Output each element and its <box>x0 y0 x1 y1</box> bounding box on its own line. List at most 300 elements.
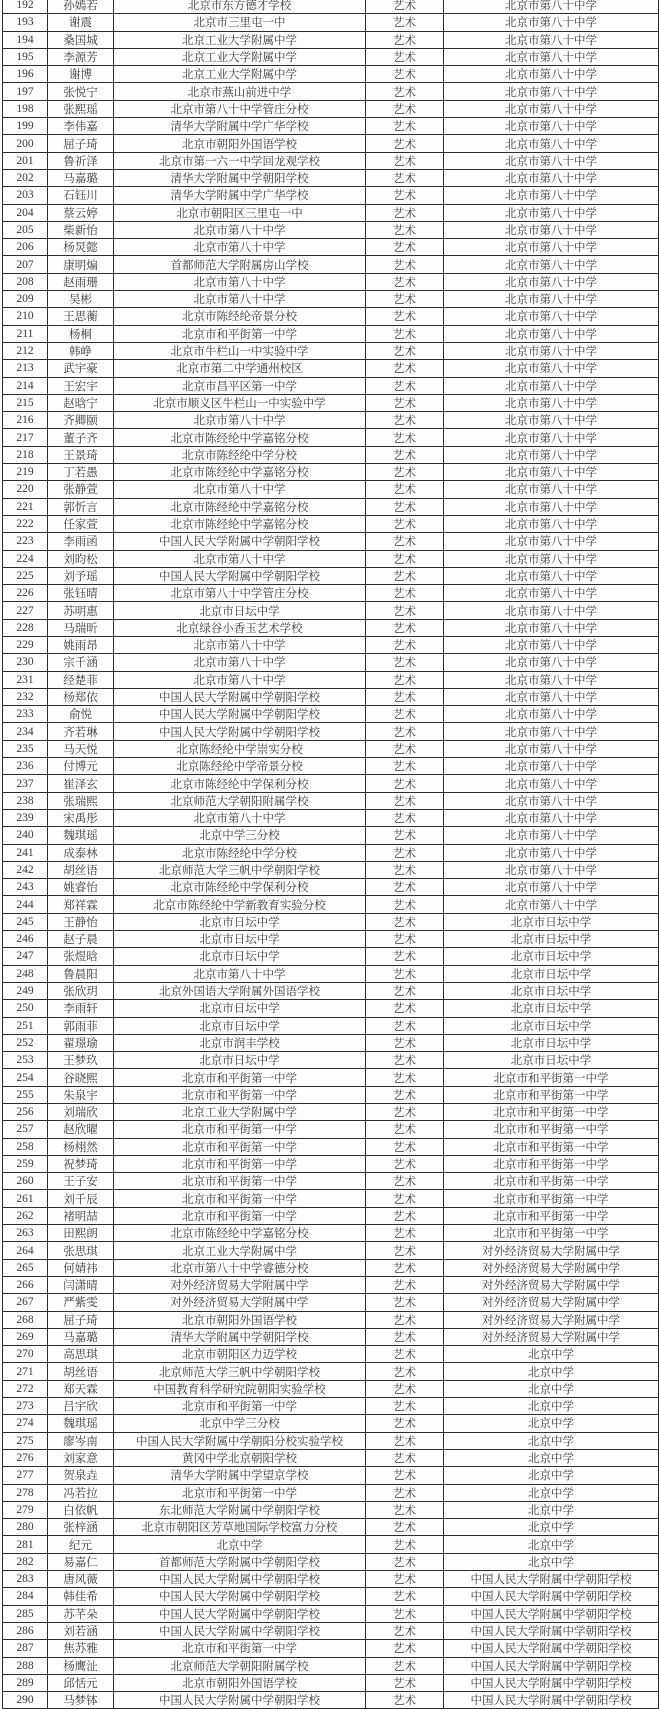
cell-origin-school: 北京市和平街第一中学 <box>114 1173 366 1190</box>
cell-origin-school: 北京市和平街第一中学 <box>114 1190 366 1207</box>
cell-origin-school: 北京市三里屯一中 <box>114 14 366 31</box>
cell-origin-school: 北京市第八十中学管庄分校 <box>114 585 366 602</box>
table-row <box>3 1571 659 1588</box>
cell-row-number: 289 <box>3 1674 48 1691</box>
cell-admitted-school: 北京市第八十中学 <box>444 360 659 377</box>
cell-admitted-school: 北京市日坛中学 <box>444 982 659 999</box>
table-row <box>3 809 659 826</box>
cell-row-number: 244 <box>3 896 48 913</box>
table-row <box>3 1034 659 1051</box>
cell-student-name: 王景琦 <box>48 446 114 463</box>
cell-category: 艺术 <box>366 135 444 152</box>
table-row <box>3 550 659 567</box>
cell-row-number: 242 <box>3 861 48 878</box>
cell-student-name: 翟璟瑜 <box>48 1034 114 1051</box>
cell-row-number: 224 <box>3 550 48 567</box>
cell-origin-school: 北京市和平街第一中学 <box>114 1155 366 1172</box>
cell-category: 艺术 <box>366 1207 444 1224</box>
cell-origin-school: 中国人民大学附属中学朝阳学校 <box>114 533 366 550</box>
cell-row-number: 199 <box>3 118 48 135</box>
cell-origin-school: 北京市和平街第一中学 <box>114 325 366 342</box>
cell-origin-school: 北京市朝阳区三里屯一中 <box>114 204 366 221</box>
cell-category: 艺术 <box>366 377 444 394</box>
cell-category: 艺术 <box>366 1328 444 1345</box>
cell-student-name: 刘昀松 <box>48 550 114 567</box>
cell-origin-school: 北京市陈经纶中学分校 <box>114 446 366 463</box>
table-row <box>3 412 659 429</box>
cell-row-number: 240 <box>3 827 48 844</box>
cell-admitted-school: 北京中学 <box>444 1553 659 1570</box>
cell-origin-school: 北京外国语大学附属外国语学校 <box>114 982 366 999</box>
cell-student-name: 郭雨菲 <box>48 1017 114 1034</box>
cell-category: 艺术 <box>366 291 444 308</box>
cell-admitted-school: 中国人民大学附属中学朝阳学校 <box>444 1692 659 1709</box>
cell-row-number: 269 <box>3 1328 48 1345</box>
cell-row-number: 209 <box>3 291 48 308</box>
cell-student-name: 马梦钵 <box>48 1692 114 1709</box>
cell-category: 艺术 <box>366 1259 444 1276</box>
table-row <box>3 1640 659 1657</box>
cell-admitted-school: 北京市和平街第一中学 <box>444 1173 659 1190</box>
cell-category: 艺术 <box>366 1225 444 1242</box>
table-row <box>3 1519 659 1536</box>
cell-origin-school: 中国人民大学附属中学朝阳分校实验学校 <box>114 1432 366 1449</box>
cell-row-number: 196 <box>3 66 48 83</box>
cell-row-number: 226 <box>3 585 48 602</box>
table-row <box>3 1346 659 1363</box>
cell-row-number: 225 <box>3 567 48 584</box>
table-row <box>3 1363 659 1380</box>
cell-origin-school: 北京中学三分校 <box>114 827 366 844</box>
cell-origin-school: 北京市朝阳外国语学校 <box>114 135 366 152</box>
table-row <box>3 1553 659 1570</box>
cell-row-number: 215 <box>3 394 48 411</box>
table-row <box>3 464 659 481</box>
cell-row-number: 205 <box>3 221 48 238</box>
cell-student-name: 张钰晴 <box>48 585 114 602</box>
cell-origin-school: 北京市陈经纶中学保利分校 <box>114 879 366 896</box>
cell-student-name: 纪元 <box>48 1536 114 1553</box>
cell-admitted-school: 北京市和平街第一中学 <box>444 1069 659 1086</box>
cell-origin-school: 北京市日坛中学 <box>114 948 366 965</box>
cell-admitted-school: 北京市第八十中学 <box>444 100 659 117</box>
cell-admitted-school: 北京市第八十中学 <box>444 498 659 515</box>
cell-origin-school: 中国人民大学附属中学朝阳学校 <box>114 567 366 584</box>
table-row <box>3 1449 659 1466</box>
cell-student-name: 齐卿颐 <box>48 412 114 429</box>
cell-category: 艺术 <box>366 83 444 100</box>
table-row <box>3 0 659 14</box>
cell-origin-school: 北京市和平街第一中学 <box>114 1086 366 1103</box>
cell-row-number: 192 <box>3 0 48 14</box>
cell-origin-school: 北京市朝阳外国语学校 <box>114 1311 366 1328</box>
cell-origin-school: 北京市润丰学校 <box>114 1034 366 1051</box>
cell-admitted-school: 中国人民大学附属中学朝阳学校 <box>444 1657 659 1674</box>
cell-admitted-school: 北京市第八十中学 <box>444 567 659 584</box>
table-row <box>3 291 659 308</box>
cell-row-number: 281 <box>3 1536 48 1553</box>
cell-row-number: 232 <box>3 688 48 705</box>
cell-student-name: 康明煸 <box>48 256 114 273</box>
cell-origin-school: 北京师范大学朝阳附属学校 <box>114 792 366 809</box>
cell-student-name: 易嘉仁 <box>48 1553 114 1570</box>
cell-category: 艺术 <box>366 1553 444 1570</box>
cell-admitted-school: 北京市第八十中学 <box>444 740 659 757</box>
cell-admitted-school: 北京中学 <box>444 1484 659 1501</box>
cell-student-name: 马嘉璐 <box>48 1328 114 1345</box>
cell-row-number: 247 <box>3 948 48 965</box>
cell-admitted-school: 北京市第八十中学 <box>444 758 659 775</box>
cell-category: 艺术 <box>366 412 444 429</box>
cell-category: 艺术 <box>366 0 444 14</box>
cell-row-number: 198 <box>3 100 48 117</box>
cell-admitted-school: 北京中学 <box>444 1380 659 1397</box>
cell-admitted-school: 北京市日坛中学 <box>444 1017 659 1034</box>
cell-row-number: 214 <box>3 377 48 394</box>
cell-origin-school: 北京市陈经纶中学嘉铭分校 <box>114 498 366 515</box>
cell-row-number: 265 <box>3 1259 48 1276</box>
cell-student-name: 郑天霖 <box>48 1380 114 1397</box>
cell-origin-school: 北京市第八十中学 <box>114 965 366 982</box>
table-row <box>3 515 659 532</box>
cell-category: 艺术 <box>366 1138 444 1155</box>
cell-category: 艺术 <box>366 1571 444 1588</box>
cell-origin-school: 北京市陈经纶中学新教育实验分校 <box>114 896 366 913</box>
table-row <box>3 429 659 446</box>
cell-origin-school: 北京师范大学三帆中学朝阳学校 <box>114 861 366 878</box>
table-row <box>3 187 659 204</box>
cell-row-number: 207 <box>3 256 48 273</box>
cell-origin-school: 北京市第八十中学管庄分校 <box>114 100 366 117</box>
table-row <box>3 239 659 256</box>
cell-category: 艺术 <box>366 256 444 273</box>
cell-category: 艺术 <box>366 1449 444 1466</box>
table-row <box>3 221 659 238</box>
cell-category: 艺术 <box>366 1588 444 1605</box>
table-row <box>3 118 659 135</box>
cell-student-name: 田熙朗 <box>48 1225 114 1242</box>
table-row <box>3 1328 659 1345</box>
cell-row-number: 228 <box>3 619 48 636</box>
cell-admitted-school: 北京市第八十中学 <box>444 377 659 394</box>
cell-row-number: 202 <box>3 169 48 186</box>
table-row <box>3 1052 659 1069</box>
cell-student-name: 齐若琳 <box>48 723 114 740</box>
cell-admitted-school: 北京市第八十中学 <box>444 602 659 619</box>
cell-origin-school: 北京市陈经纶中学嘉铭分校 <box>114 464 366 481</box>
cell-origin-school: 北京中学三分校 <box>114 1415 366 1432</box>
cell-student-name: 郑祥霖 <box>48 896 114 913</box>
cell-category: 艺术 <box>366 325 444 342</box>
table-row <box>3 1276 659 1293</box>
cell-student-name: 张欣玥 <box>48 982 114 999</box>
cell-admitted-school: 北京中学 <box>444 1467 659 1484</box>
cell-row-number: 285 <box>3 1605 48 1622</box>
cell-row-number: 231 <box>3 671 48 688</box>
cell-row-number: 286 <box>3 1622 48 1639</box>
table-row <box>3 1173 659 1190</box>
cell-category: 艺术 <box>366 1363 444 1380</box>
cell-row-number: 255 <box>3 1086 48 1103</box>
cell-student-name: 吕宇欣 <box>48 1398 114 1415</box>
cell-category: 艺术 <box>366 809 444 826</box>
table-row <box>3 1207 659 1224</box>
cell-row-number: 218 <box>3 446 48 463</box>
cell-category: 艺术 <box>366 481 444 498</box>
cell-origin-school: 北京工业大学附属中学 <box>114 1104 366 1121</box>
cell-admitted-school: 北京市第八十中学 <box>444 118 659 135</box>
cell-admitted-school: 北京市第八十中学 <box>444 412 659 429</box>
cell-row-number: 210 <box>3 308 48 325</box>
cell-category: 艺术 <box>366 1519 444 1536</box>
cell-admitted-school: 北京市第八十中学 <box>444 169 659 186</box>
table-row <box>3 1086 659 1103</box>
cell-row-number: 274 <box>3 1415 48 1432</box>
table-row <box>3 585 659 602</box>
cell-origin-school: 中国人民大学附属中学朝阳学校 <box>114 1692 366 1709</box>
cell-origin-school: 中国人民大学附属中学朝阳学校 <box>114 1622 366 1639</box>
cell-admitted-school: 北京市第八十中学 <box>444 135 659 152</box>
cell-category: 艺术 <box>366 515 444 532</box>
cell-admitted-school: 北京市第八十中学 <box>444 706 659 723</box>
cell-student-name: 张熙瑶 <box>48 100 114 117</box>
cell-category: 艺术 <box>366 14 444 31</box>
cell-category: 艺术 <box>366 1346 444 1363</box>
cell-student-name: 任家萱 <box>48 515 114 532</box>
cell-origin-school: 北京市第八十中学 <box>114 273 366 290</box>
cell-category: 艺术 <box>366 1605 444 1622</box>
cell-admitted-school: 北京市第八十中学 <box>444 239 659 256</box>
cell-origin-school: 北京师范大学朝阳附属学校 <box>114 1657 366 1674</box>
cell-category: 艺术 <box>366 861 444 878</box>
cell-row-number: 245 <box>3 913 48 930</box>
cell-origin-school: 中国人民大学附属中学朝阳学校 <box>114 1588 366 1605</box>
cell-admitted-school: 北京市第八十中学 <box>444 446 659 463</box>
table-row <box>3 1190 659 1207</box>
cell-row-number: 280 <box>3 1519 48 1536</box>
cell-student-name: 屈子琦 <box>48 135 114 152</box>
cell-category: 艺术 <box>366 152 444 169</box>
cell-origin-school: 北京绿谷小香玉艺术学校 <box>114 619 366 636</box>
cell-row-number: 287 <box>3 1640 48 1657</box>
cell-category: 艺术 <box>366 896 444 913</box>
cell-category: 艺术 <box>366 931 444 948</box>
table-row <box>3 1069 659 1086</box>
cell-student-name: 王子安 <box>48 1173 114 1190</box>
table-row <box>3 723 659 740</box>
cell-row-number: 213 <box>3 360 48 377</box>
cell-origin-school: 北京市日坛中学 <box>114 931 366 948</box>
cell-origin-school: 北京市第八十中学 <box>114 481 366 498</box>
cell-student-name: 魏琪瑶 <box>48 827 114 844</box>
cell-student-name: 石钰川 <box>48 187 114 204</box>
cell-category: 艺术 <box>366 1415 444 1432</box>
table-row <box>3 1138 659 1155</box>
cell-origin-school: 北京市日坛中学 <box>114 602 366 619</box>
cell-admitted-school: 北京中学 <box>444 1398 659 1415</box>
table-row <box>3 948 659 965</box>
table-row <box>3 965 659 982</box>
cell-category: 艺术 <box>366 982 444 999</box>
cell-student-name: 柴新怡 <box>48 221 114 238</box>
cell-category: 艺术 <box>366 775 444 792</box>
cell-student-name: 冯若拉 <box>48 1484 114 1501</box>
cell-student-name: 王思蘅 <box>48 308 114 325</box>
cell-admitted-school: 北京市第八十中学 <box>444 688 659 705</box>
cell-category: 艺术 <box>366 671 444 688</box>
cell-row-number: 290 <box>3 1692 48 1709</box>
cell-category: 艺术 <box>366 342 444 359</box>
cell-category: 艺术 <box>366 1294 444 1311</box>
cell-row-number: 279 <box>3 1501 48 1518</box>
table-row <box>3 827 659 844</box>
cell-origin-school: 北京市朝阳区力迈学校 <box>114 1346 366 1363</box>
cell-row-number: 261 <box>3 1190 48 1207</box>
cell-student-name: 刘家意 <box>48 1449 114 1466</box>
cell-row-number: 216 <box>3 412 48 429</box>
cell-student-name: 胡丝语 <box>48 1363 114 1380</box>
table-row <box>3 498 659 515</box>
cell-origin-school: 北京市第一六一中学回龙观学校 <box>114 152 366 169</box>
cell-admitted-school: 北京中学 <box>444 1449 659 1466</box>
cell-student-name: 王宏宇 <box>48 377 114 394</box>
cell-admitted-school: 中国人民大学附属中学朝阳学校 <box>444 1622 659 1639</box>
cell-student-name: 贺泉垚 <box>48 1467 114 1484</box>
cell-row-number: 278 <box>3 1484 48 1501</box>
cell-category: 艺术 <box>366 239 444 256</box>
cell-student-name: 马瑞昕 <box>48 619 114 636</box>
cell-admitted-school: 北京市第八十中学 <box>444 550 659 567</box>
cell-category: 艺术 <box>366 1190 444 1207</box>
cell-student-name: 李雨轩 <box>48 1000 114 1017</box>
table-row <box>3 1242 659 1259</box>
table-row <box>3 1657 659 1674</box>
cell-row-number: 212 <box>3 342 48 359</box>
cell-origin-school: 北京市顺义区牛栏山一中实验中学 <box>114 394 366 411</box>
cell-category: 艺术 <box>366 602 444 619</box>
table-row <box>3 671 659 688</box>
cell-student-name: 孙嫣若 <box>48 0 114 14</box>
cell-admitted-school: 北京市第八十中学 <box>444 809 659 826</box>
cell-row-number: 239 <box>3 809 48 826</box>
cell-origin-school: 北京市第八十中学 <box>114 654 366 671</box>
cell-admitted-school: 北京市第八十中学 <box>444 723 659 740</box>
table-row <box>3 1467 659 1484</box>
cell-category: 艺术 <box>366 654 444 671</box>
cell-row-number: 206 <box>3 239 48 256</box>
cell-student-name: 谷晓熙 <box>48 1069 114 1086</box>
cell-category: 艺术 <box>366 879 444 896</box>
table-row <box>3 1155 659 1172</box>
cell-admitted-school: 北京市第八十中学 <box>444 429 659 446</box>
cell-row-number: 288 <box>3 1657 48 1674</box>
cell-category: 艺术 <box>366 1121 444 1138</box>
cell-row-number: 258 <box>3 1138 48 1155</box>
cell-student-name: 韩佳希 <box>48 1588 114 1605</box>
cell-student-name: 廖岑南 <box>48 1432 114 1449</box>
cell-student-name: 刘千辰 <box>48 1190 114 1207</box>
table-row <box>3 982 659 999</box>
cell-origin-school: 中国人民大学附属中学朝阳学校 <box>114 1571 366 1588</box>
cell-category: 艺术 <box>366 1086 444 1103</box>
cell-admitted-school: 北京市第八十中学 <box>444 464 659 481</box>
cell-category: 艺术 <box>366 1536 444 1553</box>
cell-row-number: 201 <box>3 152 48 169</box>
cell-student-name: 李伟嘉 <box>48 118 114 135</box>
cell-admitted-school: 北京市第八十中学 <box>444 619 659 636</box>
cell-row-number: 235 <box>3 740 48 757</box>
table-row <box>3 931 659 948</box>
cell-origin-school: 北京市陈经纶中学嘉铭分校 <box>114 1225 366 1242</box>
cell-category: 艺术 <box>366 1432 444 1449</box>
cell-origin-school: 北京市和平街第一中学 <box>114 1484 366 1501</box>
cell-admitted-school: 北京市第八十中学 <box>444 256 659 273</box>
cell-origin-school: 北京工业大学附属中学 <box>114 31 366 48</box>
cell-student-name: 杨郑依 <box>48 688 114 705</box>
table-row <box>3 1380 659 1397</box>
table-row <box>3 758 659 775</box>
cell-origin-school: 对外经济贸易大学附属中学 <box>114 1276 366 1293</box>
cell-row-number: 217 <box>3 429 48 446</box>
table-row <box>3 169 659 186</box>
table-row <box>3 1432 659 1449</box>
cell-admitted-school: 北京市和平街第一中学 <box>444 1121 659 1138</box>
cell-origin-school: 北京市陈经纶中学分校 <box>114 844 366 861</box>
cell-row-number: 284 <box>3 1588 48 1605</box>
cell-student-name: 马天悦 <box>48 740 114 757</box>
cell-origin-school: 北京工业大学附属中学 <box>114 66 366 83</box>
cell-row-number: 251 <box>3 1017 48 1034</box>
cell-row-number: 243 <box>3 879 48 896</box>
cell-student-name: 高思琪 <box>48 1346 114 1363</box>
cell-origin-school: 北京市朝阳区芳草地国际学校富力分校 <box>114 1519 366 1536</box>
table-row <box>3 1000 659 1017</box>
cell-row-number: 276 <box>3 1449 48 1466</box>
cell-admitted-school: 北京市第八十中学 <box>444 775 659 792</box>
table-row <box>3 14 659 31</box>
cell-admitted-school: 北京市第八十中学 <box>444 83 659 100</box>
cell-admitted-school: 北京中学 <box>444 1363 659 1380</box>
cell-admitted-school: 中国人民大学附属中学朝阳学校 <box>444 1588 659 1605</box>
cell-student-name: 张悦宁 <box>48 83 114 100</box>
cell-student-name: 姚睿怡 <box>48 879 114 896</box>
table-row <box>3 913 659 930</box>
cell-student-name: 刘予瑶 <box>48 567 114 584</box>
cell-category: 艺术 <box>366 498 444 515</box>
cell-category: 艺术 <box>366 1692 444 1709</box>
cell-origin-school: 北京市和平街第一中学 <box>114 1069 366 1086</box>
cell-category: 艺术 <box>366 204 444 221</box>
cell-category: 艺术 <box>366 1155 444 1172</box>
cell-admitted-school: 北京市第八十中学 <box>444 792 659 809</box>
cell-admitted-school: 北京市第八十中学 <box>444 66 659 83</box>
cell-admitted-school: 北京市第八十中学 <box>444 325 659 342</box>
cell-row-number: 259 <box>3 1155 48 1172</box>
cell-category: 艺术 <box>366 1276 444 1293</box>
cell-origin-school: 北京市和平街第一中学 <box>114 1640 366 1657</box>
cell-admitted-school: 北京市和平街第一中学 <box>444 1138 659 1155</box>
cell-student-name: 王梦玖 <box>48 1052 114 1069</box>
cell-category: 艺术 <box>366 1000 444 1017</box>
cell-admitted-school: 北京市第八十中学 <box>444 394 659 411</box>
cell-row-number: 266 <box>3 1276 48 1293</box>
cell-row-number: 273 <box>3 1398 48 1415</box>
cell-student-name: 赵雨珊 <box>48 273 114 290</box>
cell-origin-school: 北京市第八十中学睿德分校 <box>114 1259 366 1276</box>
cell-category: 艺术 <box>366 118 444 135</box>
cell-category: 艺术 <box>366 1173 444 1190</box>
cell-row-number: 249 <box>3 982 48 999</box>
